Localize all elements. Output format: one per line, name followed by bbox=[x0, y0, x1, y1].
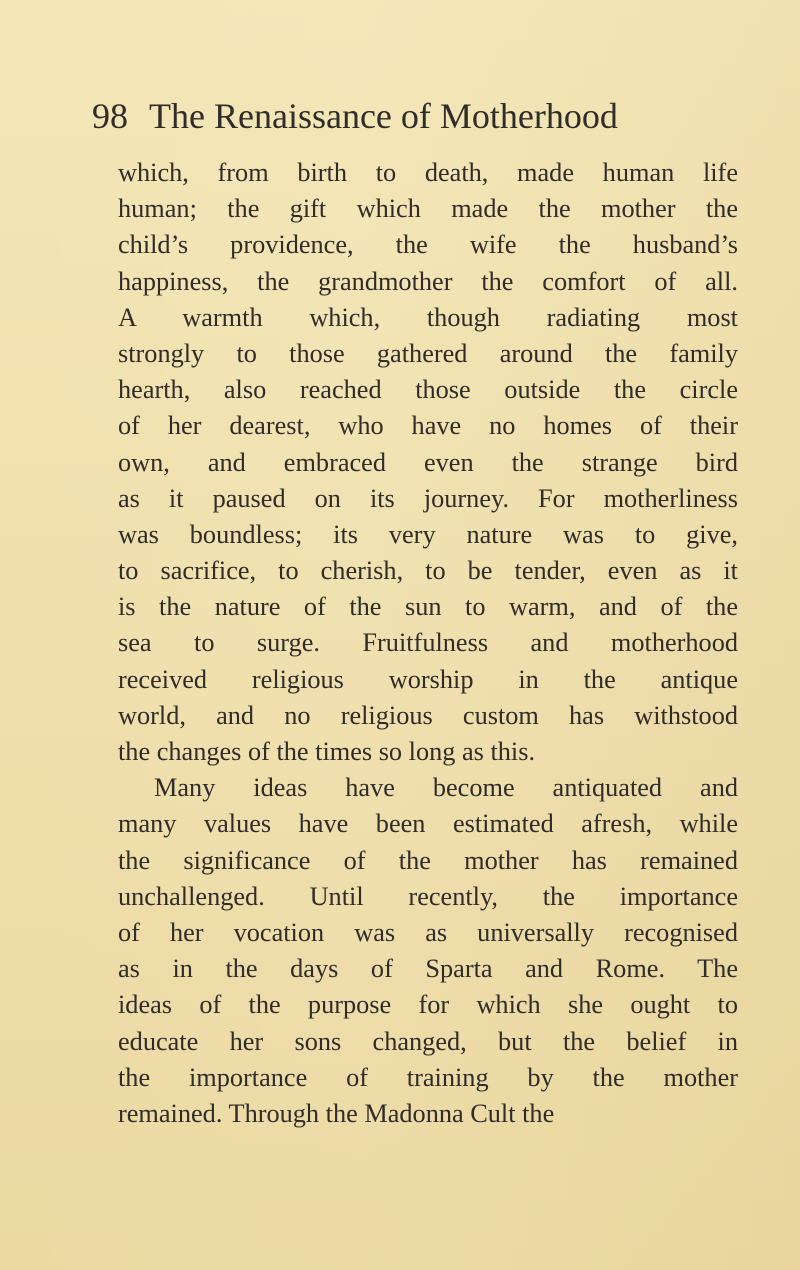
page-header bbox=[92, 92, 732, 140]
text-line: the importance of training by the mother bbox=[118, 1062, 738, 1092]
text-line: is the nature of the sun to warm, and of the bbox=[118, 592, 738, 622]
text-line: as it paused on its journey. For motherliness bbox=[118, 483, 738, 513]
text-line: Many ideas have become antiquated and bbox=[154, 773, 738, 803]
text-line: was boundless; its very nature was to give, bbox=[118, 519, 738, 549]
body-text bbox=[118, 155, 738, 1132]
text-line: happiness, the grandmother the comfort of all. bbox=[118, 266, 738, 296]
text-line: received religious worship in the antique bbox=[118, 664, 738, 694]
text-line: remained. Through the Madonna Cult the bbox=[118, 1098, 555, 1128]
text-line: of her dearest, who have no homes of their bbox=[118, 411, 738, 441]
text-line: to sacrifice, to cherish, to be tender, even as it bbox=[118, 556, 738, 586]
text-line: A warmth which, though radiating most bbox=[118, 302, 738, 332]
text-line: strongly to those gathered around the family bbox=[118, 338, 738, 368]
text-line: as in the days of Sparta and Rome. The bbox=[118, 954, 738, 984]
page-number: 98 bbox=[92, 96, 128, 136]
text-line: the changes of the times so long as this. bbox=[118, 737, 536, 766]
text-line: many values have been estimated afresh, while bbox=[118, 809, 738, 839]
text-line: world, and no religious custom has withstood bbox=[118, 700, 738, 730]
text-line: human; the gift which made the mother the bbox=[118, 194, 738, 224]
text-line: the significance of the mother has remained bbox=[118, 845, 738, 875]
text-line: educate her sons changed, but the belief in bbox=[118, 1026, 738, 1056]
text-line: child’s providence, the wife the husband’s bbox=[118, 230, 738, 260]
text-line: unchallenged. Until recently, the importance bbox=[118, 881, 738, 911]
running-title: The Renaissance of Motherhood bbox=[149, 96, 618, 136]
text-line: of her vocation was as universally recognised bbox=[118, 917, 738, 947]
text-line: sea to surge. Fruitfulness and motherhood bbox=[118, 628, 738, 658]
text-line: ideas of the purpose for which she ought to bbox=[118, 990, 738, 1020]
text-line: hearth, also reached those outside the circle bbox=[118, 375, 738, 405]
text-line: own, and embraced even the strange bird bbox=[118, 447, 738, 477]
text-line: which, from birth to death, made human life bbox=[118, 158, 738, 187]
